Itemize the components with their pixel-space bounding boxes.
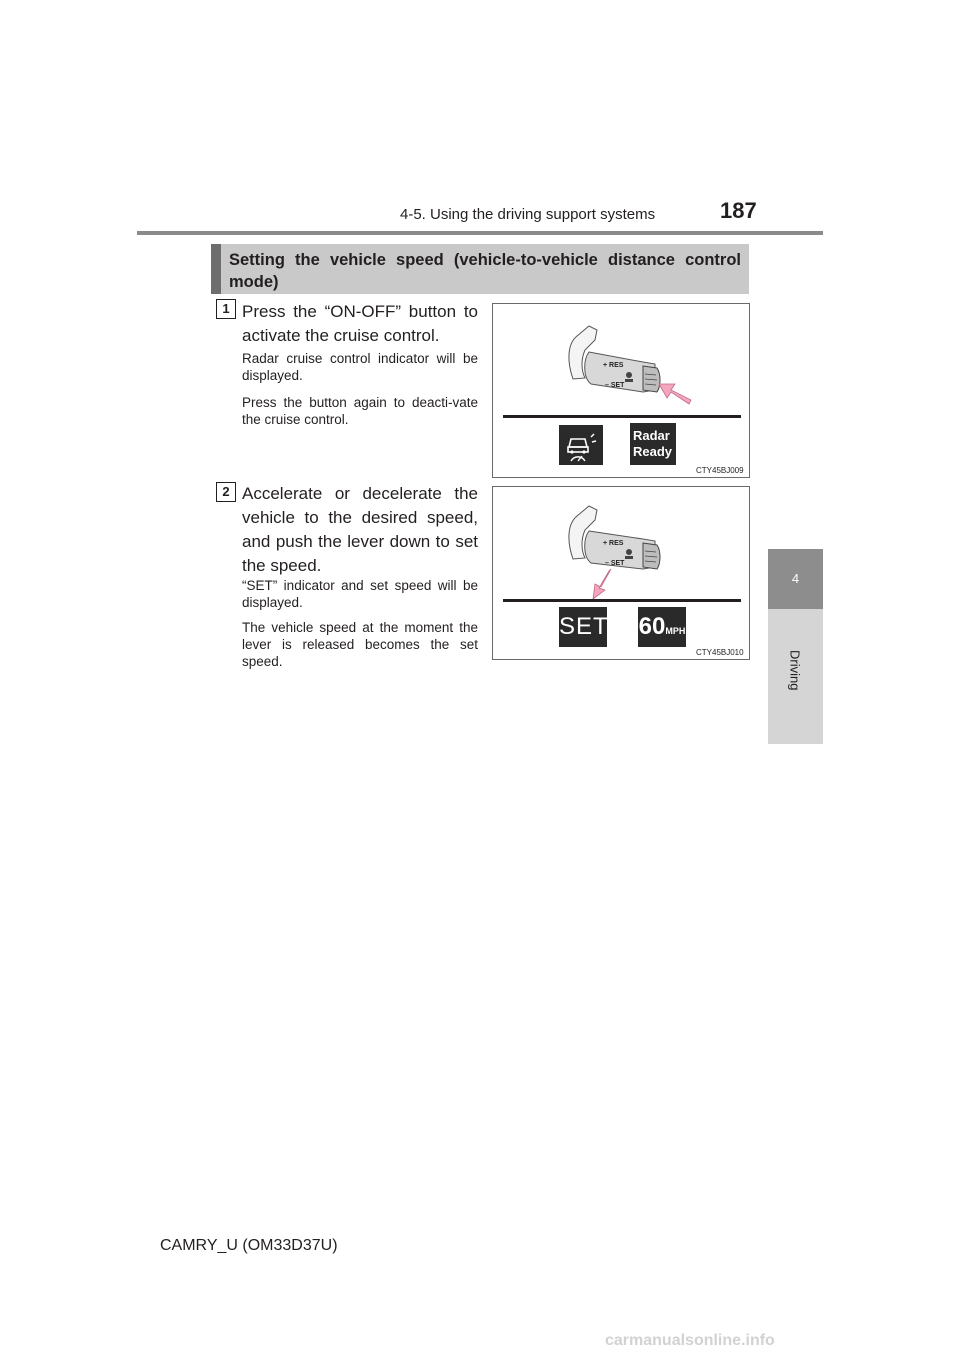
figure-code-2: CTY45BJ010 (696, 648, 744, 657)
cruise-lever-illustration (493, 304, 750, 414)
chapter-label: Driving (787, 649, 803, 691)
figure-code-1: CTY45BJ009 (696, 466, 744, 475)
step-number-1: 1 (216, 299, 236, 319)
cruise-lever-illustration (493, 487, 750, 599)
display-divider (503, 599, 741, 602)
lever-label-set: – SET (605, 382, 625, 389)
step-number-2: 2 (216, 482, 236, 502)
lever-label-res: + RES (603, 540, 624, 547)
header-rule (137, 231, 823, 235)
set-speed-unit: MPH (665, 626, 686, 636)
footer-model-code: CAMRY_U (OM33D37U) (160, 1237, 338, 1254)
step-2-instruction: Accelerate or decelerate the vehicle to the desired speed, and push the lever down to set the speed. (242, 484, 478, 575)
press-direction-arrow-icon (659, 384, 691, 404)
chapter-tab[interactable] (768, 549, 823, 609)
step-1-note-2: Press the button again to deacti-vate the cruise control. (242, 395, 478, 427)
set-indicator: SET (559, 607, 607, 647)
step-1-instruction: Press the “ON-OFF” button to activate the cruise control. (242, 302, 478, 345)
lever-label-res: + RES (603, 362, 624, 369)
step-2-note-2: The vehicle speed at the moment the lever is released becomes the set speed. (242, 620, 478, 669)
watermark: carmanualsonline.info (605, 1332, 775, 1349)
page-number: 187 (720, 198, 757, 223)
step-1-note-1: Radar cruise control indicator will be displayed. (242, 351, 478, 383)
radar-cruise-indicator (559, 425, 603, 465)
push-down-arrow-icon (593, 569, 611, 599)
lever-label-set: – SET (605, 560, 625, 567)
section-heading: Setting the vehicle speed (vehicle-to-vehicle distance control mode) (211, 244, 749, 294)
header-section-title: 4-5. Using the driving support systems (400, 206, 656, 223)
figure-step-2 (492, 486, 750, 660)
figure-step-1 (492, 303, 750, 478)
step-2-note-1: “SET” indicator and set speed will be displayed. (242, 578, 478, 610)
set-speed-value: 60 (638, 613, 666, 640)
radar-ready-indicator: Radar Ready (630, 423, 676, 465)
radar-cruise-indicator-icon (559, 425, 603, 465)
display-divider (503, 415, 741, 418)
chapter-number: 4 (791, 571, 800, 586)
set-speed-display (638, 607, 686, 647)
